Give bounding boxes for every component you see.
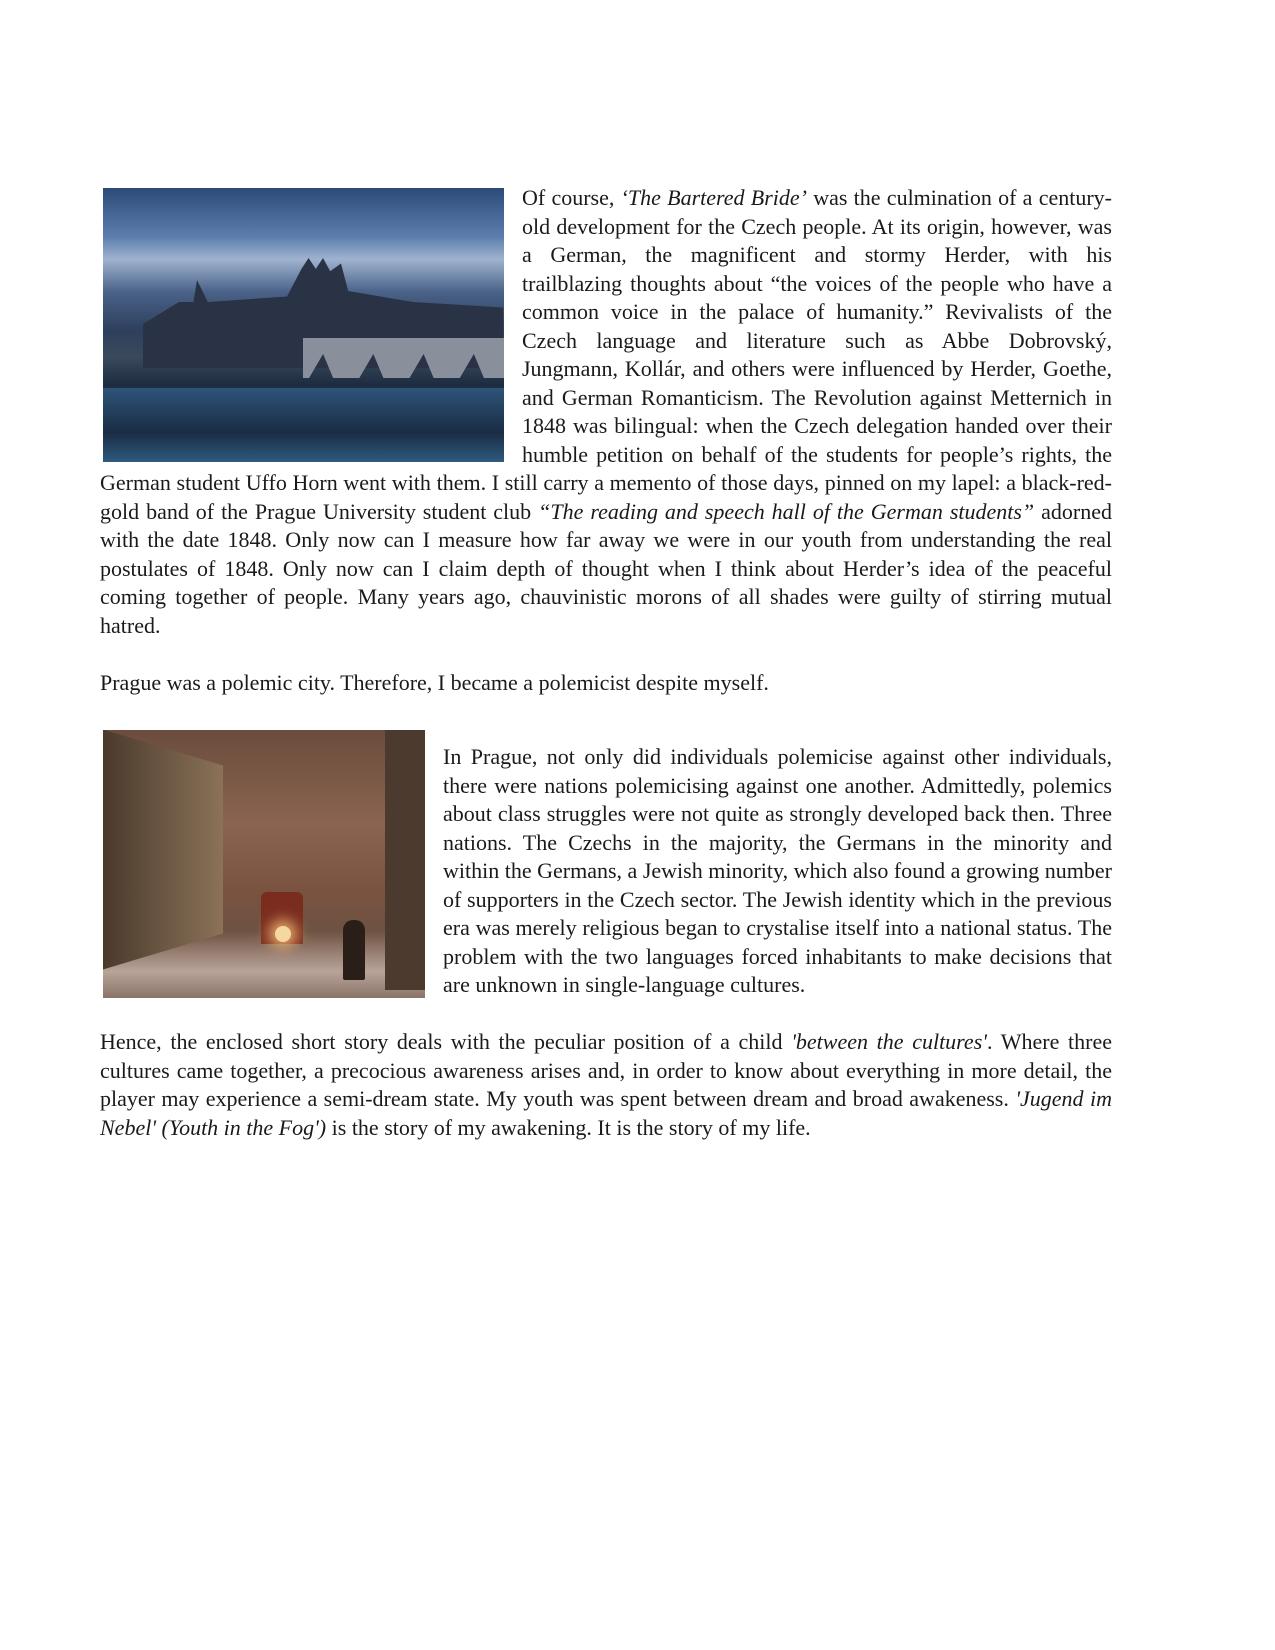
text: was the culmination of a century-old development for the Czech people. At its origin, however, was a German, the magnificent and stormy Herder, with his trailblazing thoughts about “the voices of the people who have a common voice in the palace of humanity.” Revivalists of the Czech language and literature such as Abbe Dobrovský, Jungmann, Kollár, and others were influenced by Herder, Goethe, and German Romanticism. The Revolution against Metternich in 1848 was bilingual: when the Czech delegation handed over their humble petition on behalf of the students for people’s rights, the German student Uffo Horn went with them. I still carry a memento of those days, pinned on my lapel: a black-red-gold band of the Prague University student club bbox=[100, 185, 1112, 524]
prague-street-painting bbox=[103, 730, 425, 998]
paragraph-2: Prague was a polemic city. Therefore, I became a polemicist despite myself. bbox=[100, 669, 769, 695]
prague-castle-night-painting bbox=[103, 188, 504, 462]
river bbox=[103, 388, 504, 462]
building-right bbox=[385, 730, 425, 990]
text: Hence, the enclosed short story deals with the peculiar position of a child bbox=[100, 1029, 792, 1054]
document-page bbox=[100, 184, 1112, 1171]
text: is the story of my awakening. It is the story of my life. bbox=[326, 1114, 811, 1140]
italic-title: 'Jugend im Nebel' (Youth in the Fog') bbox=[100, 1086, 1112, 1140]
paragraph-3: In Prague, not only did individuals polemicise against other individuals, there were nations polemicising against one another. Admittedly, polemics about class struggles were not quite as strongly developed back then. Three nations. The Czechs in the majority, the Germans in the minority and within the Germans, a Jewish minority, which also found a growing number of supporters in the Czech sector. The Jewish identity which in the previous era was merely religious began to crystalise itself into a national status. The problem with the two languages forced inhabitants to make decisions that are unknown in single-language cultures. bbox=[443, 744, 1112, 997]
text: Of course, bbox=[522, 185, 621, 210]
text: adorned with the date 1848. Only now can I measure how far away we were in our youth from understanding the real postulates of 1848. Only now can I claim depth of thought when I think about Herder’s idea of the peaceful coming together of people. Many years ago, chauvinistic morons of all shades were guilty of stirring mutual hatred. bbox=[100, 498, 1112, 638]
italic-title: ‘The Bartered Bride’ bbox=[620, 185, 807, 210]
text: . Where three cultures came together, a precocious awareness arises and, in order to know about everything in more detail, the player may experience a semi-dream state. My youth was spent between dream and broad awakeness. bbox=[100, 1029, 1112, 1111]
paragraph-4 bbox=[100, 1028, 1112, 1142]
building-left bbox=[103, 730, 223, 970]
italic-phrase: 'between the cultures' bbox=[791, 1029, 987, 1054]
italic-quote: “The reading and speech hall of the German students” bbox=[538, 498, 1035, 524]
figure bbox=[343, 920, 365, 980]
tram-light bbox=[275, 926, 291, 942]
